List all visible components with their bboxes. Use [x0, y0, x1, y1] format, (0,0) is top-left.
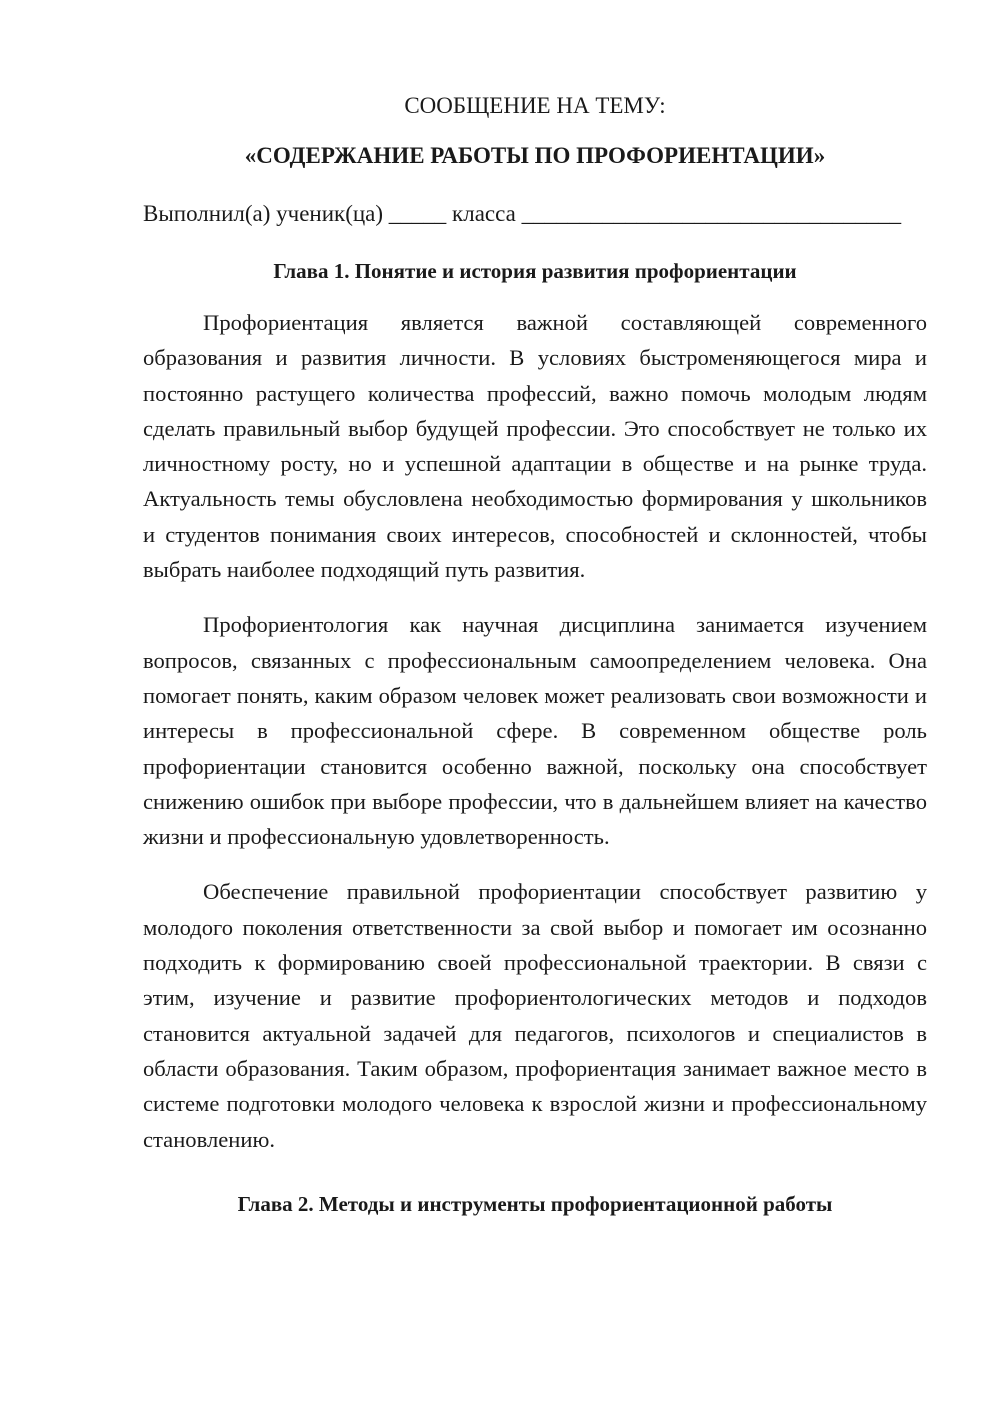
document-page	[143, 92, 927, 1218]
chapter-1-heading: Глава 1. Понятие и история развития профориентации	[273, 259, 797, 283]
chapter-1-paragraph-2: Профориентология как научная дисциплина занимается изучением вопросов, связанных с профессиональным самоопределением человека. Она помогает понять, каким образом человек может реализовать свои возможности и интересы в профессиональной сфере. В современном обществе роль профориентации становится особенно важной, поскольку она способствует снижению ошибок при выборе профессии, что в дальнейшем влияет на качество жизни и профессиональную удовлетворенность.	[143, 612, 927, 850]
chapter-1-paragraph-3: Обеспечение правильной профориентации способствует развитию у молодого поколения ответственности за свой выбор и помогает им осознанно подходить к формированию своей профессиональной траектории. В связи с этим, изучение и развитие профориентологических методов и подходов становится актуальной задачей для педагогов, психологов и специалистов в области образования. Таким образом, профориентация занимает важное место в системе подготовки молодого человека к взрослой жизни и профессиональному становлению.	[143, 879, 927, 1152]
chapter-2-heading: Глава 2. Методы и инструменты профориентационной работы	[237, 1191, 833, 1216]
chapter-1-paragraph-1: Профориентация является важной составляющей современного образования и развития личности. В условиях быстроменяющегося мира и постоянно растущего количества профессий, важно помочь молодым людям сделать правильный выбор будущей профессии. Это способствует не только их личностному росту, но и успешной адаптации в обществе и на рынке труда. Актуальность темы обусловлена необходимостью формирования у школьников и студентов понимания своих интересов, способностей и склонностей, чтобы выбрать наиболее подходящий путь развития.	[143, 310, 927, 583]
document-title: СООБЩЕНИЕ НА ТЕМУ:	[404, 93, 666, 118]
document-subtitle: «СОДЕРЖАНИЕ РАБОТЫ ПО ПРОФОРИЕНТАЦИИ»	[244, 143, 826, 168]
author-line: Выполнил(а) ученик(ца) _____ класса _________________________________	[143, 201, 902, 226]
